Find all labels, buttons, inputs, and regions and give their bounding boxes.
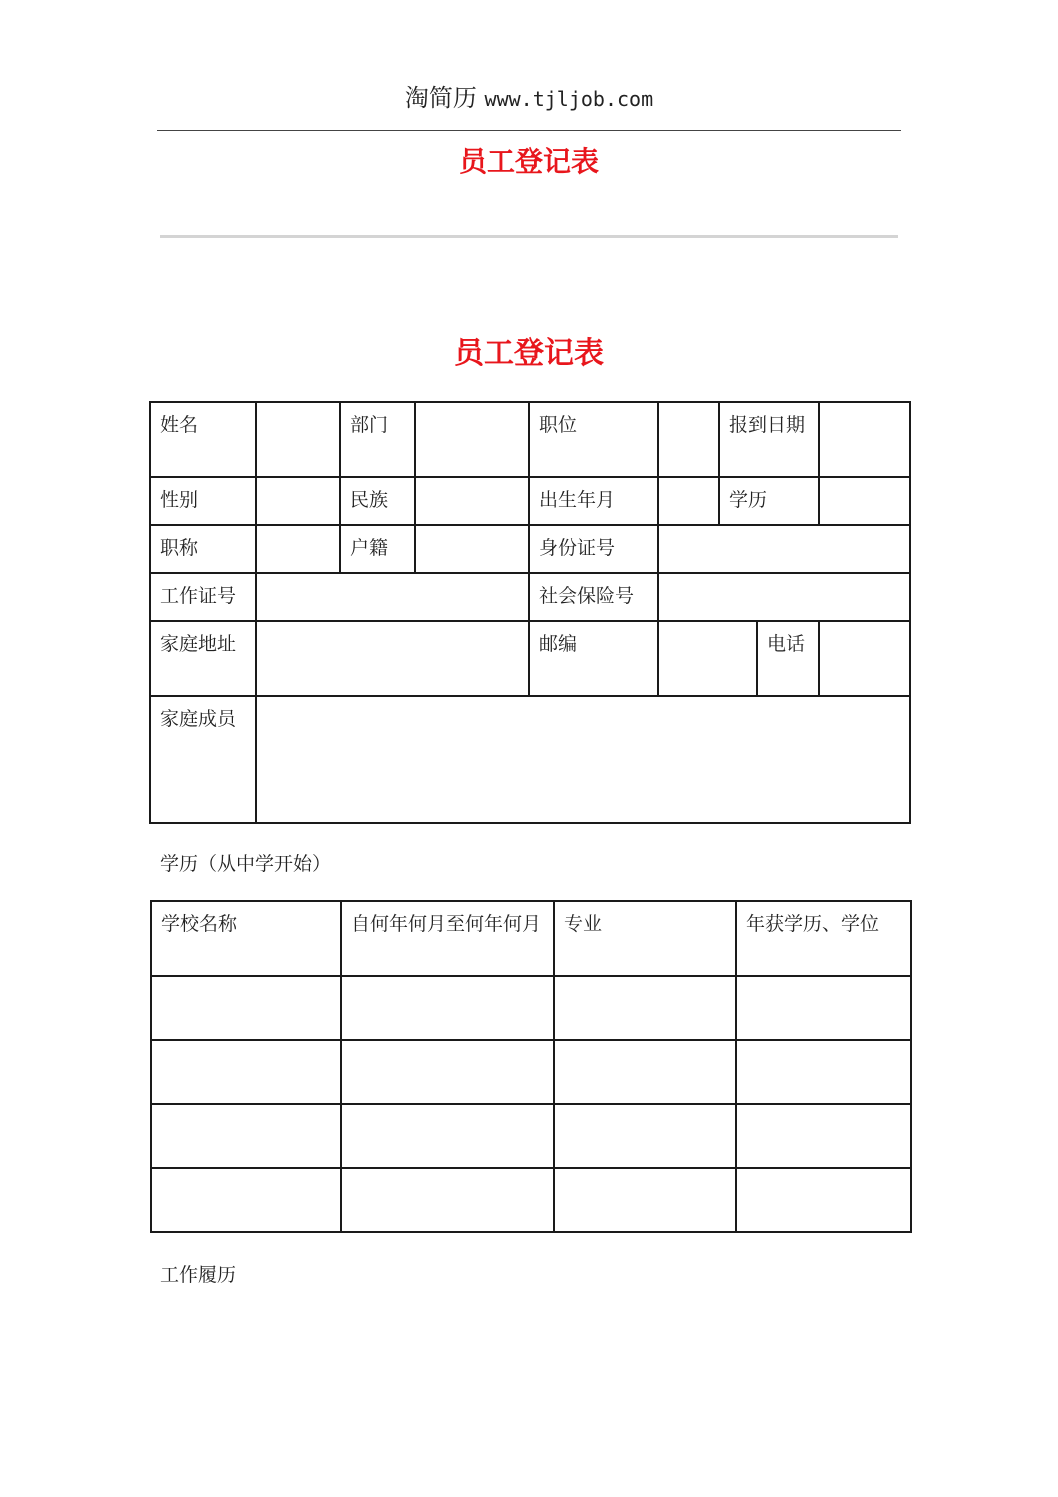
input-ethnicity[interactable]: [415, 477, 529, 525]
site-header: [0, 78, 1058, 113]
table-cell[interactable]: [554, 1040, 736, 1104]
work-section-label: 工作履历: [160, 1264, 237, 1286]
header-major: 专业: [554, 901, 736, 976]
label-birth: 出生年月: [529, 477, 658, 525]
header-period: 自何年何月至何年何月: [341, 901, 554, 976]
header-divider: [157, 130, 901, 131]
table-row: [151, 1104, 911, 1168]
education-section-label: 学历（从中学开始）: [160, 853, 332, 875]
input-home-address[interactable]: [256, 621, 529, 696]
table-cell[interactable]: [151, 976, 341, 1040]
input-phone[interactable]: [819, 621, 910, 696]
table-cell[interactable]: [736, 1104, 911, 1168]
brand-name: 淘简历: [404, 84, 477, 112]
form-title: 员工登记表: [454, 336, 604, 371]
table-cell[interactable]: [341, 976, 554, 1040]
label-social-security: 社会保险号: [529, 573, 658, 621]
input-id-number[interactable]: [658, 525, 910, 573]
label-ethnicity: 民族: [340, 477, 415, 525]
table-cell[interactable]: [736, 976, 911, 1040]
input-report-date[interactable]: [819, 402, 910, 477]
table-cell[interactable]: [736, 1040, 911, 1104]
label-postcode: 邮编: [529, 621, 658, 696]
label-family: 家庭成员: [150, 696, 256, 823]
label-gender: 性别: [150, 477, 256, 525]
input-birth[interactable]: [658, 477, 719, 525]
input-household[interactable]: [415, 525, 529, 573]
table-row: [151, 1168, 911, 1232]
label-household: 户籍: [340, 525, 415, 573]
label-home-address: 家庭地址: [150, 621, 256, 696]
label-name: 姓名: [150, 402, 256, 477]
input-social-security[interactable]: [658, 573, 910, 621]
table-cell[interactable]: [151, 1168, 341, 1232]
table-cell[interactable]: [554, 1168, 736, 1232]
input-title[interactable]: [256, 525, 340, 573]
table-cell[interactable]: [554, 1104, 736, 1168]
table-cell[interactable]: [341, 1040, 554, 1104]
education-table: [150, 900, 912, 1233]
input-name[interactable]: [256, 402, 340, 477]
table-row: [151, 1040, 911, 1104]
label-report-date: 报到日期: [719, 402, 819, 477]
input-work-id[interactable]: [256, 573, 529, 621]
label-id-number: 身份证号: [529, 525, 658, 573]
input-position[interactable]: [658, 402, 719, 477]
table-row: [151, 976, 911, 1040]
employee-info-table: [149, 401, 911, 824]
table-cell[interactable]: [554, 976, 736, 1040]
document-title: 员工登记表: [458, 145, 599, 178]
input-postcode[interactable]: [658, 621, 757, 696]
input-education[interactable]: [819, 477, 910, 525]
title-divider: [160, 235, 898, 238]
input-family[interactable]: [256, 696, 910, 823]
label-title: 职称: [150, 525, 256, 573]
label-work-id: 工作证号: [150, 573, 256, 621]
table-cell[interactable]: [341, 1104, 554, 1168]
header-school: 学校名称: [151, 901, 341, 976]
label-position: 职位: [529, 402, 658, 477]
label-department: 部门: [340, 402, 415, 477]
table-cell[interactable]: [151, 1104, 341, 1168]
input-gender[interactable]: [256, 477, 340, 525]
brand-url[interactable]: www.tjljob.com: [484, 87, 654, 111]
table-cell[interactable]: [151, 1040, 341, 1104]
table-cell[interactable]: [736, 1168, 911, 1232]
input-department[interactable]: [415, 402, 529, 477]
table-cell[interactable]: [341, 1168, 554, 1232]
label-phone: 电话: [757, 621, 819, 696]
label-education: 学历: [719, 477, 819, 525]
header-degree: 年获学历、学位: [736, 901, 911, 976]
